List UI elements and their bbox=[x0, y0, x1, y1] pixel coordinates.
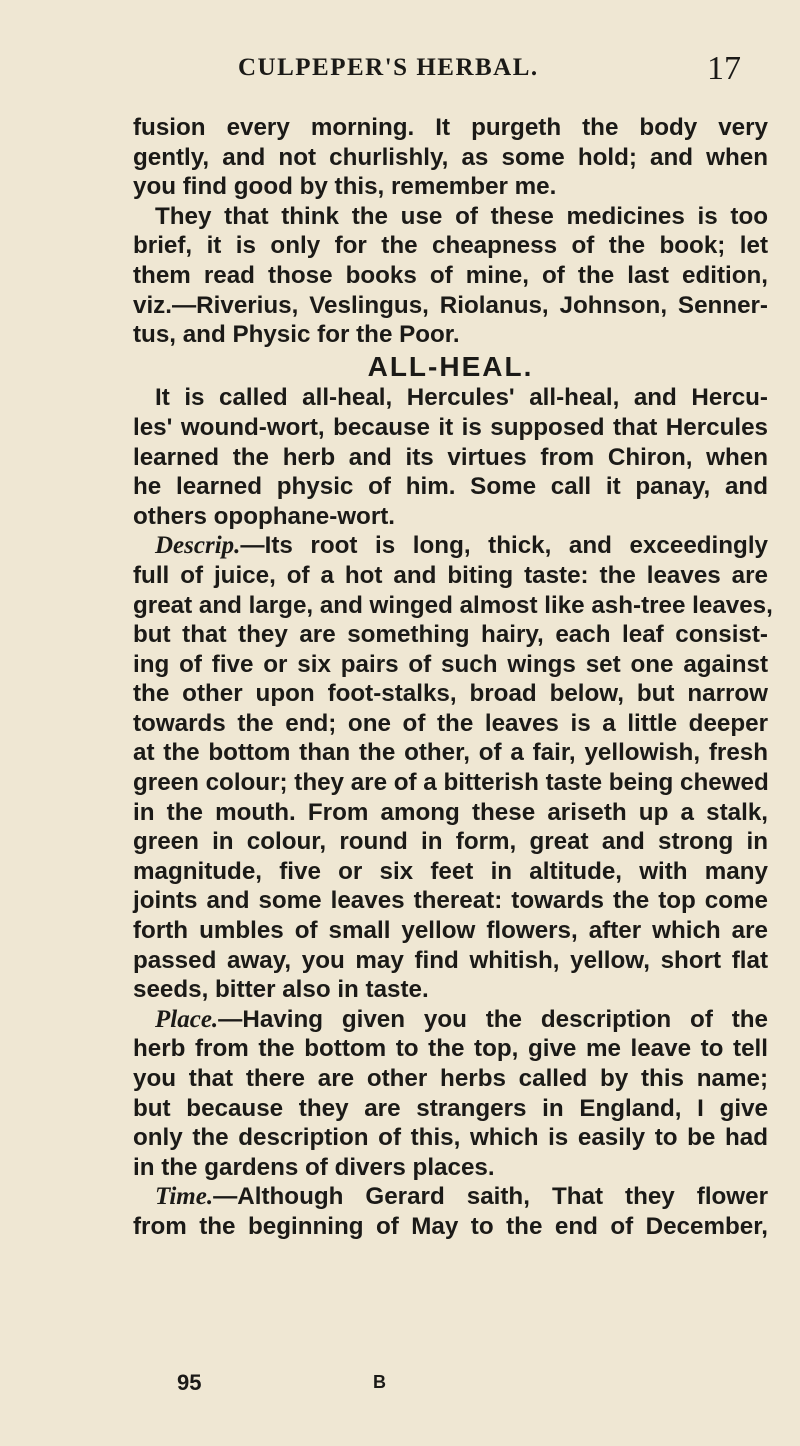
text-line: les' wound-wort, because it is supposed that Hercules bbox=[133, 413, 768, 441]
time-label: Time. bbox=[155, 1183, 214, 1211]
text-line: gently, and not churlishly, as some hold; and when bbox=[133, 143, 768, 171]
text-line: he learned physic of him. Some call it panay, and bbox=[133, 473, 768, 501]
text-line: towards the end; one of the leaves is a little deeper bbox=[133, 709, 768, 737]
text-line: the other upon foot-stalks, broad below, but narrow bbox=[133, 680, 768, 708]
text-line: great and large, and winged almost like ash-tree leaves, bbox=[133, 591, 773, 619]
place-first-line bbox=[133, 1005, 768, 1035]
text-line: from the beginning of May to the end of December, bbox=[133, 1212, 768, 1240]
text-line: fusion every morning. It purgeth the body very bbox=[133, 114, 768, 141]
text-line: others opophane-wort. bbox=[133, 502, 396, 530]
text-line: green in colour, round in form, great and strong in bbox=[133, 828, 768, 856]
text-line: but because they are strangers in England, I give bbox=[133, 1094, 768, 1122]
sheet-number: 95 bbox=[177, 1370, 202, 1395]
text-line: They that think the use of these medicines is too bbox=[155, 202, 768, 230]
text-line: green colour; they are of a bitterish taste being chewed bbox=[133, 769, 769, 797]
text-line: in the mouth. From among these ariseth up a stalk, bbox=[133, 798, 768, 826]
text-line: but that they are something hairy, each leaf consist- bbox=[133, 621, 768, 649]
descrip-label: Descrip. bbox=[155, 532, 241, 560]
text-line: in the gardens of divers places. bbox=[133, 1153, 495, 1181]
place-line-text: —Having given you the description of the bbox=[218, 1005, 768, 1033]
text-line: only the description of this, which is easily to be had bbox=[133, 1124, 768, 1152]
text-line: passed away, you may find whitish, yellow, short flat bbox=[133, 946, 768, 974]
descrip-line-text: —Its root is long, thick, and exceedingly bbox=[240, 532, 768, 560]
page-number: 17 bbox=[707, 50, 741, 87]
text-line: ing of five or six pairs of such wings set one against bbox=[133, 650, 768, 678]
text-line: seeds, bitter also in taste. bbox=[133, 976, 429, 1004]
time-first-line bbox=[133, 1182, 768, 1212]
text-line: learned the herb and its virtues from Chiron, when bbox=[133, 443, 768, 471]
time-line-text: —Although Gerard saith, That they flower bbox=[213, 1183, 768, 1211]
text-line: them read those books of mine, of the last edition, bbox=[133, 261, 768, 289]
body-text bbox=[133, 113, 773, 1242]
text-line: you find good by this, remember me. bbox=[133, 173, 557, 201]
descrip-first-line bbox=[133, 531, 768, 561]
place-label: Place. bbox=[155, 1005, 219, 1033]
text-line: viz.—Riverius, Veslingus, Riolanus, Johnson, Senner- bbox=[133, 291, 768, 319]
page-footer bbox=[177, 1370, 477, 1400]
text-line: herb from the bottom to the top, give me leave to tell bbox=[133, 1035, 768, 1063]
text-line: tus, and Physic for the Poor. bbox=[133, 321, 460, 349]
section-heading: ALL-HEAL. bbox=[367, 350, 534, 382]
text-line: It is called all-heal, Hercules' all-heal, and Hercu- bbox=[155, 384, 768, 412]
text-line: at the bottom than the other, of a fair, yellowish, fresh bbox=[133, 739, 768, 767]
running-title: CULPEPER'S HERBAL. bbox=[238, 54, 539, 81]
text-line: full of juice, of a hot and biting taste: the leaves are bbox=[133, 561, 768, 589]
text-line: forth umbles of small yellow flowers, after which are bbox=[133, 917, 768, 945]
text-line: you that there are other herbs called by this name; bbox=[133, 1065, 768, 1092]
text-line: brief, it is only for the cheapness of the book; let bbox=[133, 232, 768, 260]
text-line: magnitude, five or six feet in altitude, with many bbox=[133, 857, 768, 885]
text-line: joints and some leaves thereat: towards the top come bbox=[133, 887, 768, 915]
running-head bbox=[0, 50, 800, 90]
signature-mark: B bbox=[373, 1372, 386, 1392]
